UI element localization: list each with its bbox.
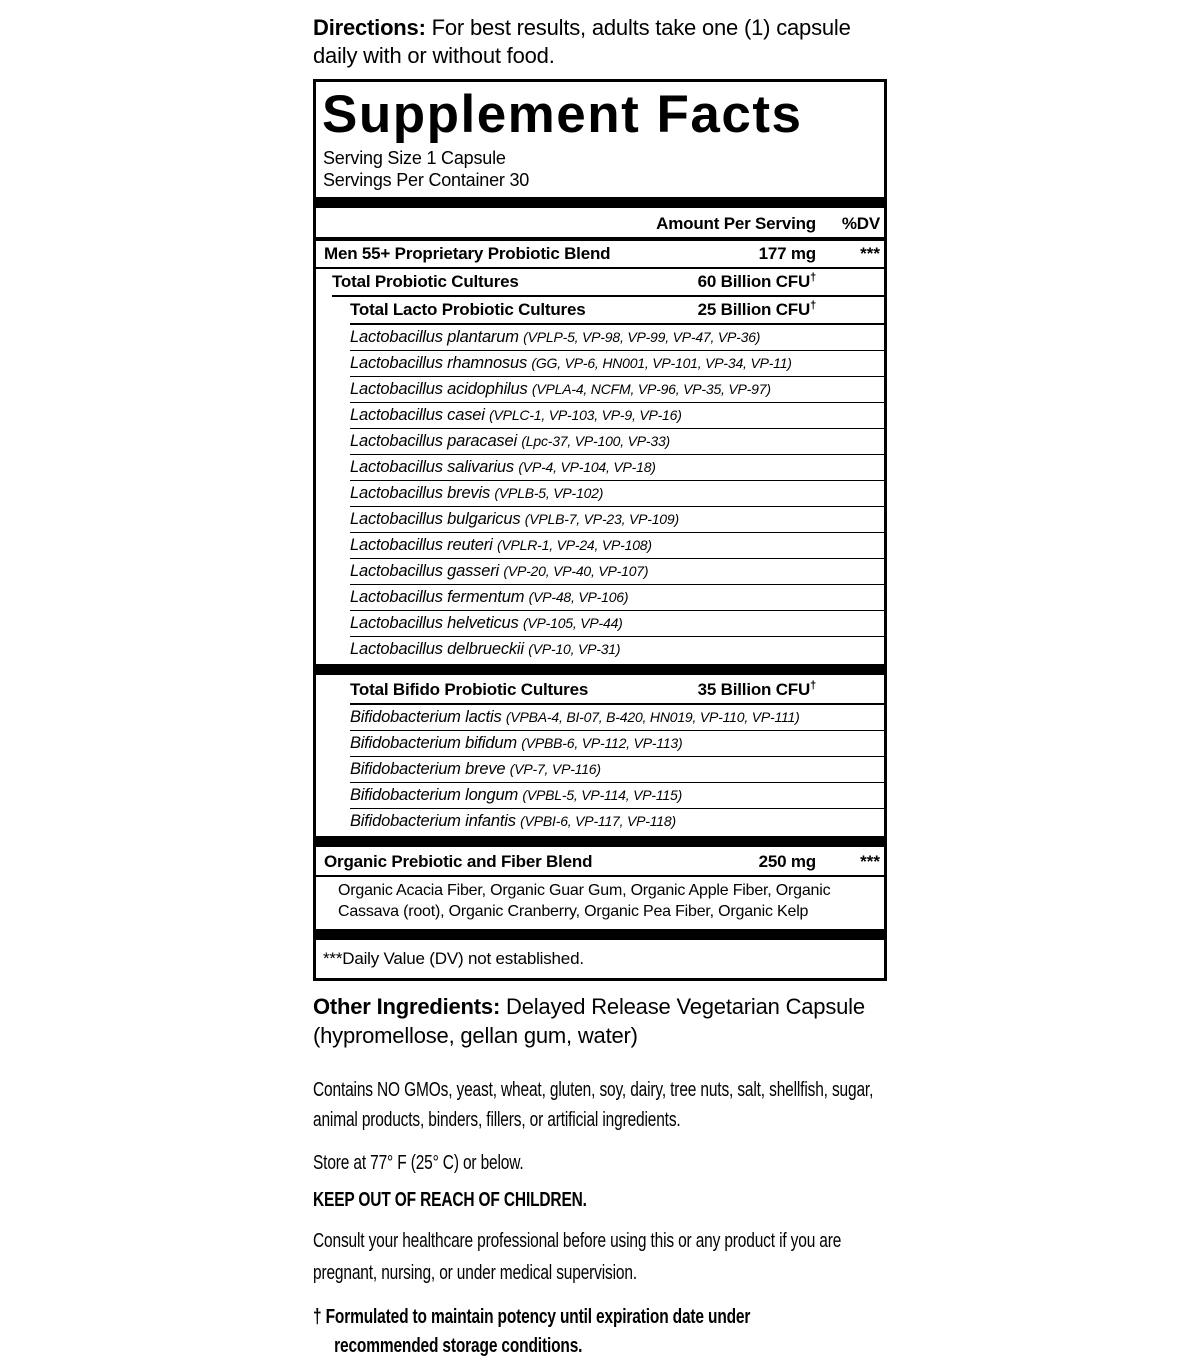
ingredient-name: Lactobacillus plantarum (VPLP-5, VP-98, VP-99, VP-47, VP-36) — [350, 327, 761, 346]
ingredient-name: Bifidobacterium lactis (VPBA-4, BI-07, B-420, HN019, VP-110, VP-111) — [350, 707, 800, 726]
strain-codes: (GG, VP-6, HN001, VP-101, VP-34, VP-11) — [531, 354, 792, 371]
dagger-symbol: † — [313, 1304, 322, 1328]
ingredient-name: Lactobacillus delbrueckii (VP-10, VP-31) — [350, 639, 621, 658]
label-content — [313, 14, 887, 1361]
ingredient-name: Total Probiotic Cultures — [332, 271, 519, 291]
table-row — [316, 533, 884, 558]
ingredient-name: Lactobacillus reuteri (VPLR-1, VP-24, VP-108) — [350, 535, 652, 554]
panel-title: Supplement Facts — [322, 85, 803, 145]
strain-codes: (VP-105, VP-44) — [522, 614, 623, 631]
table-row — [316, 351, 884, 376]
directions-text — [313, 14, 887, 70]
other-ingredients-label: Other Ingredients: — [313, 994, 501, 1020]
ingredient-name: Lactobacillus fermentum (VP-48, VP-106) — [350, 587, 629, 606]
ingredient-name: Lactobacillus casei (VPLC-1, VP-103, VP-9, VP-16) — [350, 405, 682, 424]
ingredient-name: Lactobacillus paracasei (Lpc-37, VP-100, VP-33) — [350, 431, 671, 450]
ingredient-name: Bifidobacterium breve (VP-7, VP-116) — [350, 759, 601, 778]
ingredient-name: Bifidobacterium longum (VPBL-5, VP-114, VP-115) — [350, 785, 683, 804]
table-row — [316, 377, 884, 402]
storage-instructions: Store at 77° F (25° C) or below. — [313, 1151, 524, 1175]
ingredient-name: Lactobacillus acidophilus (VPLA-4, NCFM, VP-96, VP-35, VP-97) — [350, 379, 771, 398]
strain-codes: (VP-20, VP-40, VP-107) — [503, 562, 649, 579]
ingredient-name: Bifidobacterium bifidum (VPBB-6, VP-112, VP-113) — [350, 733, 683, 752]
table-row — [316, 455, 884, 480]
table-row — [316, 429, 884, 454]
dagger-footnote — [313, 1302, 819, 1361]
ingredient-name: Lactobacillus rhamnosus (GG, VP-6, HN001, VP-101, VP-34, VP-11) — [350, 353, 792, 372]
dagger-footnote-text: Formulated to maintain potency until expiration date under recommended storage conditions. — [325, 1304, 751, 1358]
ingredient-name: Lactobacillus gasseri (VP-20, VP-40, VP-107) — [350, 561, 649, 580]
supplement-rows — [316, 241, 884, 941]
strain-codes: (VPLP-5, VP-98, VP-99, VP-47, VP-36) — [523, 328, 761, 345]
contains-statement: Contains NO GMOs, yeast, wheat, gluten, soy, dairy, tree nuts, salt, shellfish, sugar, animal products, binders, fillers, or artificial ingredients. — [313, 1077, 874, 1132]
ingredient-name: Total Lacto Probiotic Cultures — [350, 299, 586, 319]
strain-codes: (VP-48, VP-106) — [528, 588, 629, 605]
table-row — [316, 507, 884, 532]
amount-value: 35 Billion CFU† — [697, 679, 816, 699]
table-row — [316, 757, 884, 782]
amount-per-serving-header: Amount Per Serving — [656, 213, 816, 233]
table-row — [316, 585, 884, 610]
table-row — [316, 559, 884, 584]
servings-per-container: Servings Per Container 30 — [323, 169, 530, 190]
ingredient-name: Organic Prebiotic and Fiber Blend — [324, 851, 593, 871]
ingredient-name: Men 55+ Proprietary Probiotic Blend — [324, 243, 611, 263]
dagger-symbol: † — [810, 679, 816, 692]
amount-value: 177 mg — [758, 243, 816, 263]
dv-value: *** — [860, 243, 880, 263]
divider — [316, 197, 884, 208]
table-row — [316, 481, 884, 506]
table-row — [316, 877, 884, 928]
ingredient-name: Organic Acacia Fiber, Organic Guar Gum, Organic Apple Fiber, Organic Cassava (root), Organic Cranberry, Organic Pea Fiber, Organic Kelp — [338, 881, 831, 920]
serving-size: Serving Size 1 Capsule — [323, 148, 506, 169]
table-row — [316, 325, 884, 350]
strain-codes: (VP-10, VP-31) — [528, 640, 621, 657]
consult-advisory: Consult your healthcare professional before using this or any product if you are pregnant, nursing, or under medical supervision. — [313, 1229, 842, 1284]
dv-value: *** — [860, 851, 880, 871]
table-row — [316, 297, 884, 323]
strain-codes: (VPBA-4, BI-07, B-420, HN019, VP-110, VP-111) — [505, 708, 800, 725]
ingredient-name: Bifidobacterium infantis (VPBI-6, VP-117, VP-118) — [350, 811, 676, 830]
amount-value: 250 mg — [758, 851, 816, 871]
divider — [316, 836, 884, 847]
strain-codes: (Lpc-37, VP-100, VP-33) — [521, 432, 671, 449]
table-row — [316, 731, 884, 756]
other-ingredients — [313, 993, 887, 1050]
keep-out-warning: KEEP OUT OF REACH OF CHILDREN. — [313, 1188, 587, 1212]
strain-codes: (VPLB-7, VP-23, VP-109) — [524, 510, 679, 527]
strain-codes: (VPBI-6, VP-117, VP-118) — [520, 812, 676, 829]
dv-header: %DV — [841, 213, 880, 233]
dagger-symbol: † — [810, 271, 816, 284]
dv-footnote: ***Daily Value (DV) not established. — [323, 949, 584, 969]
table-row — [316, 677, 884, 703]
table-row — [316, 783, 884, 808]
supplement-facts-panel — [313, 79, 887, 981]
strain-codes: (VPLB-5, VP-102) — [494, 484, 604, 501]
amount-value: 25 Billion CFU† — [697, 299, 816, 319]
column-header-row — [316, 210, 884, 237]
strain-codes: (VPLR-1, VP-24, VP-108) — [496, 536, 652, 553]
strain-codes: (VP-4, VP-104, VP-18) — [518, 458, 656, 475]
directions-body: For best results, adults take one (1) capsule daily with or without food. — [313, 15, 851, 69]
ingredient-name: Lactobacillus brevis (VPLB-5, VP-102) — [350, 483, 604, 502]
table-row — [316, 809, 884, 834]
divider — [316, 664, 884, 675]
divider — [316, 929, 884, 940]
disclaimer-block — [313, 1075, 887, 1361]
other-ingredients-body: Delayed Release Vegetarian Capsule (hypromellose, gellan gum, water) — [313, 994, 865, 1048]
ingredient-name: Lactobacillus salivarius (VP-4, VP-104, VP-18) — [350, 457, 656, 476]
dagger-symbol: † — [810, 299, 816, 312]
table-row — [316, 705, 884, 730]
table-row — [316, 403, 884, 428]
ingredient-name: Total Bifido Probiotic Cultures — [350, 679, 589, 699]
strain-codes: (VPLC-1, VP-103, VP-9, VP-16) — [489, 406, 682, 423]
table-row — [316, 611, 884, 636]
amount-value: 60 Billion CFU† — [697, 271, 816, 291]
ingredient-name: Lactobacillus bulgaricus (VPLB-7, VP-23, VP-109) — [350, 509, 679, 528]
ingredient-name: Lactobacillus helveticus (VP-105, VP-44) — [350, 613, 623, 632]
table-row — [316, 849, 884, 875]
strain-codes: (VPBB-6, VP-112, VP-113) — [521, 734, 683, 751]
strain-codes: (VPLA-4, NCFM, VP-96, VP-35, VP-97) — [531, 380, 771, 397]
table-row — [316, 637, 884, 662]
table-row — [316, 241, 884, 267]
strain-codes: (VP-7, VP-116) — [509, 760, 601, 777]
table-row — [316, 269, 884, 295]
directions-label: Directions: — [313, 15, 426, 40]
strain-codes: (VPBL-5, VP-114, VP-115) — [522, 786, 683, 803]
